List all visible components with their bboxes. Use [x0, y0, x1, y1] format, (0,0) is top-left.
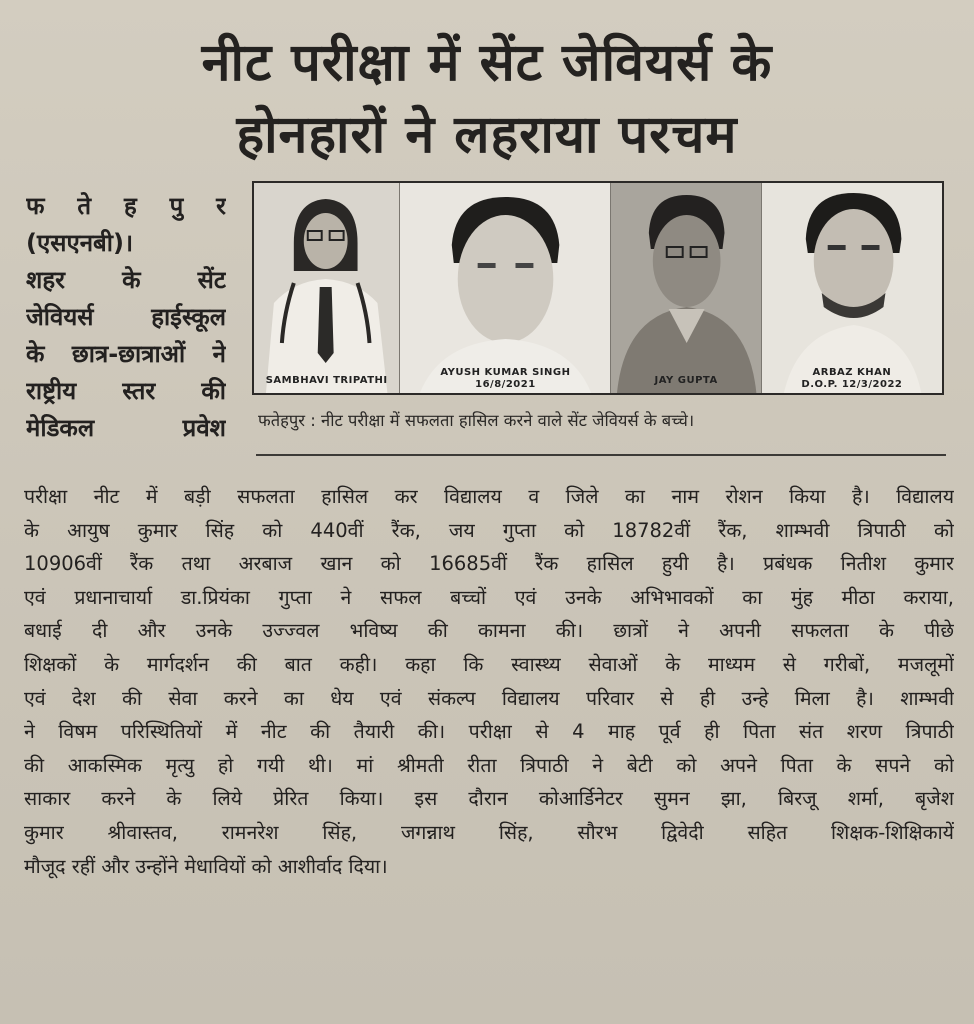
body-line: मौजूद रहीं और उन्होंने मेधावियों को आशीर्वाद दिया।: [24, 854, 388, 878]
portrait-boy-icon: [762, 183, 942, 393]
dateline-line: जेवियर्स हाईस्कूल: [26, 303, 226, 331]
article-body: [24, 480, 954, 883]
student-name-text: AYUSH KUMAR SINGH: [440, 367, 571, 378]
photo-date-text: 16/8/2021: [475, 379, 536, 390]
dateline-line: के छात्र-छात्राओं ने: [26, 340, 226, 368]
body-line: परीक्षा नीट में बड़ी सफलता हासिल कर विद्यालय व जिले का नाम रोशन किया है। विद्यालय: [24, 485, 954, 508]
headline-line-1: नीट परीक्षा में सेंट जेवियर्स के: [201, 33, 773, 93]
portrait-girl-icon: [254, 183, 399, 393]
headline-line-2: होनहारों ने लहराया परचम: [236, 105, 738, 165]
body-line: शिक्षकों के मार्गदर्शन की बात कही। कहा कि स्वास्थ्य सेवाओं के माध्यम से गरीबों, मजलूमों: [24, 652, 954, 676]
student-photo-strip: [252, 181, 944, 395]
dateline-line: फ ते ह पु र: [26, 192, 226, 220]
student-name-text: ARBAZ KHAN: [812, 367, 892, 378]
body-line: की आकस्मिक मृत्यु हो गयी थी। मां श्रीमती रीता त्रिपाठी ने बेटी को अपने पिता के सपने को: [24, 753, 954, 777]
dateline-line: (एसएनबी)।: [26, 229, 134, 257]
student-name-label: [766, 367, 938, 391]
body-line: के आयुष कुमार सिंह को 440वीं रैंक, जय गुप्ता को 18782वीं रैंक, शाम्भवी त्रिपाठी को: [24, 518, 954, 542]
photo-date-text: D.O.P. 12/3/2022: [801, 379, 903, 390]
student-photo: [762, 183, 942, 393]
body-line: 10906वीं रैंक तथा अरबाज खान को 16685वीं रैंक हासिल हुयी है। प्रबंधक नितीश कुमार: [24, 552, 954, 576]
student-photo: [254, 183, 400, 393]
photo-caption: फतेहपुर : नीट परीक्षा में सफलता हासिल करने वाले सेंट जेवियर्स के बच्चे।: [258, 411, 695, 430]
portrait-boy-icon: [611, 183, 760, 393]
student-name-label: JAY GUPTA: [654, 375, 718, 386]
dateline-column: [26, 188, 226, 447]
body-line: ने विषम परिस्थितियों में नीट की तैयारी की। परीक्षा से 4 माह पूर्व ही पिता संत शरण त्रिपाठी: [24, 720, 954, 744]
divider-rule: [256, 454, 946, 456]
portrait-boy-icon: [400, 183, 610, 393]
body-line: कुमार श्रीवास्तव, रामनरेश सिंह, जगन्नाथ सिंह, सौरभ द्विवेदी सहित शिक्षक-शिक्षिकायें: [24, 820, 954, 844]
body-line: साकार करने के लिये प्रेरित किया। इस दौरान कोआर्डिनेटर सुमन झा, बिरजू शर्मा, बृजेश: [24, 787, 954, 811]
dateline-line: राष्ट्रीय स्तर की: [26, 377, 226, 405]
student-name-label: [404, 367, 606, 391]
body-line: एवं प्रधानाचार्या डा.प्रियंका गुप्ता ने सफल बच्चों एवं उनके अभिभावकों का मुंह मीठा कराया,: [24, 585, 954, 609]
dateline-line: शहर के सेंट: [26, 266, 226, 294]
student-photo: [400, 183, 611, 393]
student-photo: [611, 183, 761, 393]
student-name-label: SAMBHAVI TRIPATHI: [265, 375, 388, 386]
body-line: बधाई दी और उनके उज्ज्वल भविष्य की कामना की। छात्रों ने अपनी सफलता के पीछे: [24, 619, 954, 643]
dateline-line: मेडिकल प्रवेश: [26, 414, 226, 442]
body-line: एवं देश की सेवा करने का धेय एवं संकल्प विद्यालय परिवार से ही उन्हे मिला है। शाम्भवी: [24, 686, 954, 710]
